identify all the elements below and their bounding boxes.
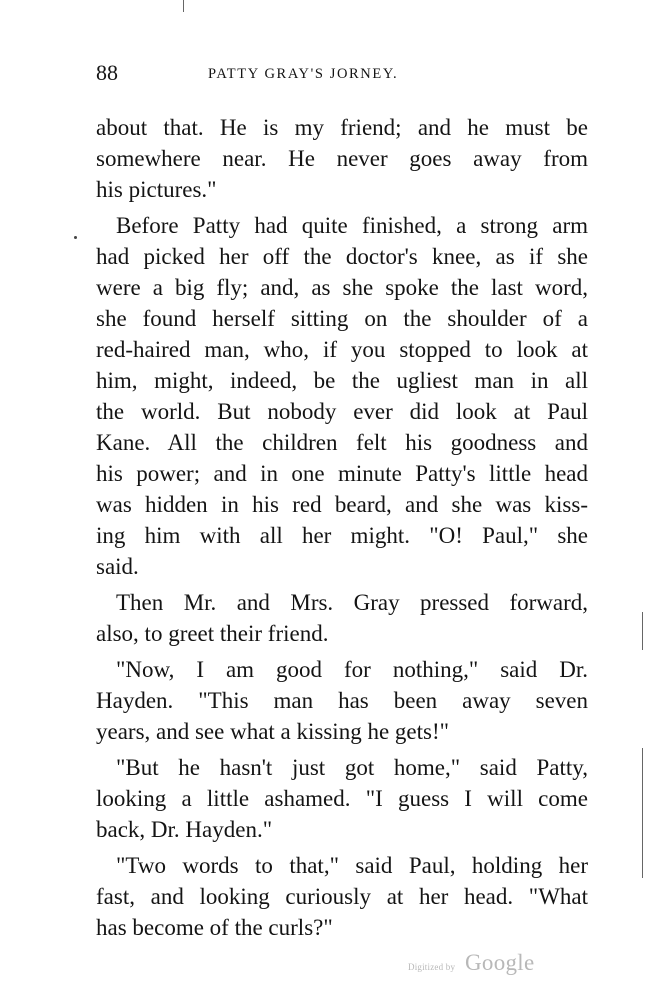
text-line: Hayden. "This man has been away seven (96, 688, 588, 713)
paragraph-6 (96, 850, 588, 943)
text-line: "Now, I am good for nothing," said Dr. (116, 657, 588, 682)
text-line: Then Mr. and Mrs. Gray pressed forward, (116, 590, 588, 615)
page-header (96, 58, 566, 88)
paragraph-1 (96, 112, 588, 205)
text-line: Before Patty had quite finished, a strong arm (116, 213, 588, 238)
text-line: his pictures." (96, 177, 217, 202)
page-number: 88 (96, 60, 118, 85)
text-line: Kane. All the children felt his goodness and (96, 430, 588, 455)
text-line: also, to greet their friend. (96, 621, 329, 646)
digitized-watermark (408, 950, 558, 978)
text-line: red-haired man, who, if you stopped to look at (96, 337, 588, 362)
text-line: has become of the curls?" (96, 915, 333, 940)
watermark-prefix: Digitized by (408, 962, 456, 972)
paragraph-5 (96, 752, 588, 845)
text-line: years, and see what a kissing he gets!" (96, 719, 450, 744)
text-line: "But he hasn't just got home," said Patty, (116, 755, 588, 780)
running-title: PATTY GRAY'S JORNEY. (208, 66, 399, 82)
text-line: his power; and in one minute Patty's little head (96, 461, 588, 486)
paragraph-2 (96, 210, 588, 582)
text-line: said. (96, 554, 139, 579)
text-line: had picked her off the doctor's knee, as if she (96, 244, 588, 269)
paragraph-4 (96, 654, 588, 747)
text-line: "Two words to that," said Paul, holding her (116, 853, 588, 878)
text-line: was hidden in his red beard, and she was kiss- (96, 492, 588, 517)
paragraph-3 (96, 587, 588, 649)
text-line: back, Dr. Hayden." (96, 817, 273, 842)
text-line: about that. He is my friend; and he must be (96, 115, 588, 140)
text-line: she found herself sitting on the shoulder of a (96, 306, 588, 331)
watermark-brand: Google (465, 950, 535, 975)
text-line: looking a little ashamed. "I guess I will come (96, 786, 588, 811)
text-line: the world. But nobody ever did look at Paul (96, 399, 588, 424)
text-line: fast, and looking curiously at her head. "What (96, 884, 588, 909)
text-line: ing him with all her might. "O! Paul," she (96, 523, 588, 548)
scan-edge-mark (642, 748, 643, 878)
body-text (96, 112, 588, 948)
text-line: somewhere near. He never goes away from (96, 146, 588, 171)
scan-edge-mark (183, 0, 184, 12)
text-line: were a big fly; and, as she spoke the last word, (96, 275, 588, 300)
scan-edge-mark (642, 612, 643, 650)
text-line: him, might, indeed, be the ugliest man in all (96, 368, 588, 393)
scan-speck (74, 236, 77, 239)
